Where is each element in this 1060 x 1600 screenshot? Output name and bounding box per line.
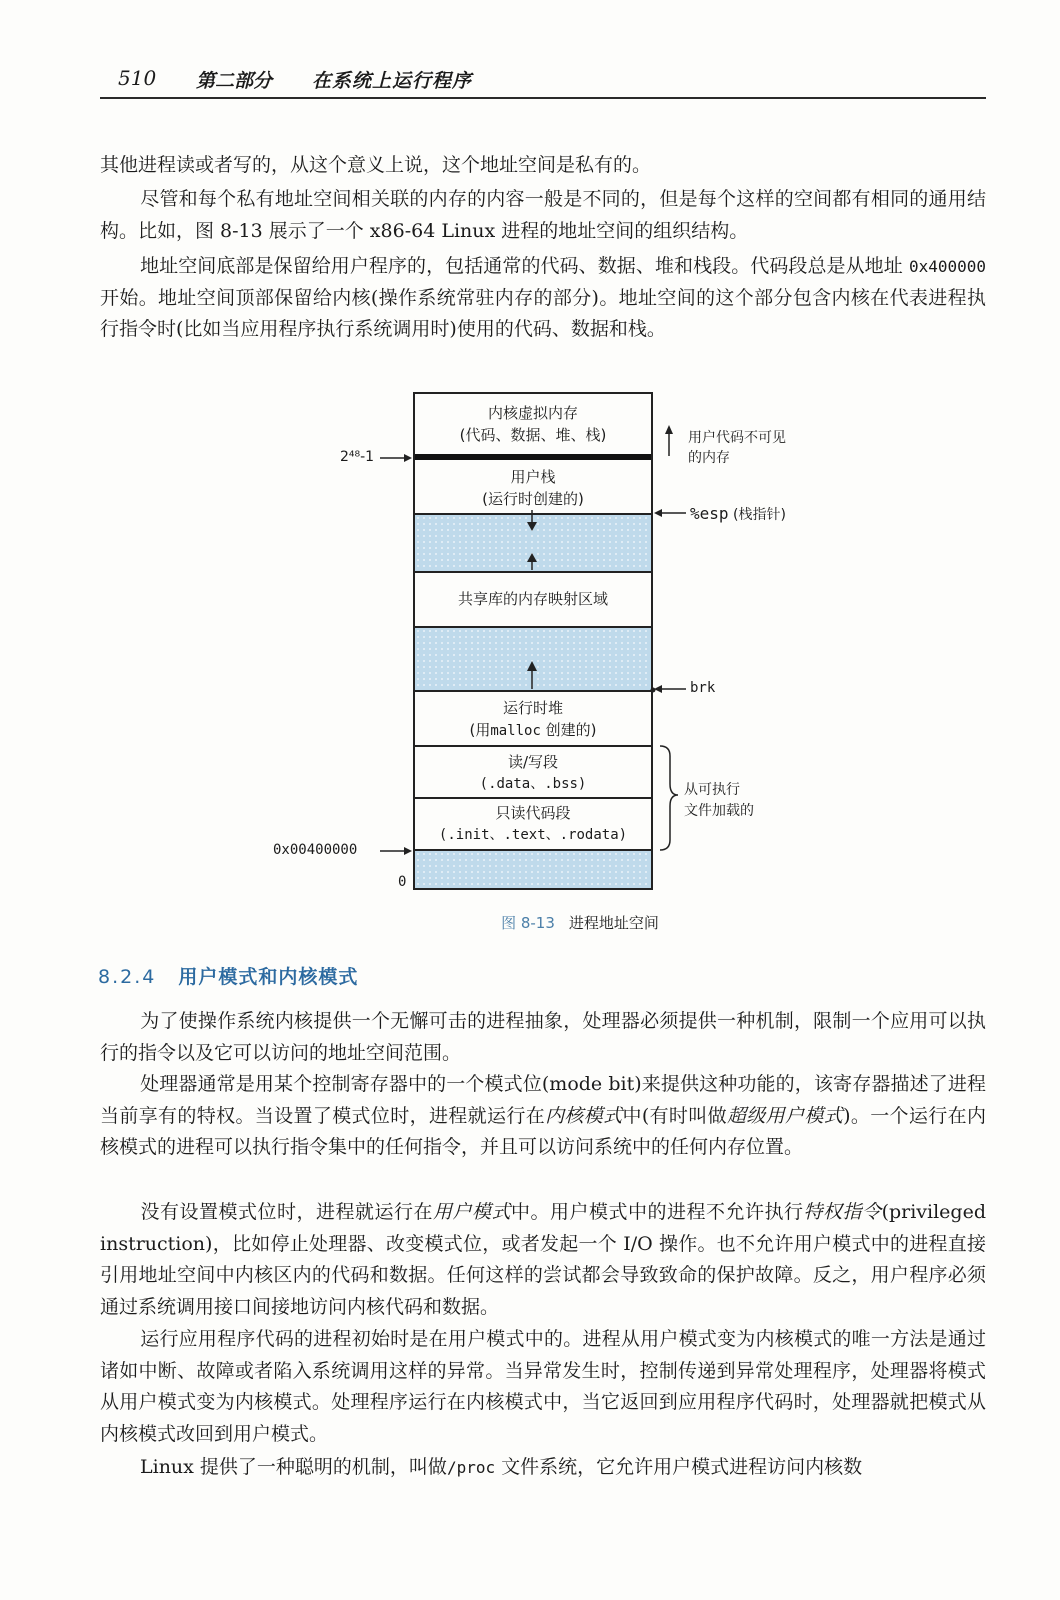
page-number: 510 <box>118 66 157 90</box>
figure-caption <box>260 912 900 933</box>
read-only-code-segment: 只读代码段 (.init、.text、.rodata) <box>415 797 651 849</box>
shared-libraries-region: 共享库的内存映射区域 <box>415 571 651 626</box>
part-label: 第二部分 <box>196 70 273 92</box>
esp-label: %esp (栈指针) <box>690 504 786 523</box>
top-address-label: 2⁴⁸-1 <box>340 449 375 465</box>
running-header <box>100 66 986 96</box>
user-stack: 用户栈 (运行时创建的) <box>482 468 584 508</box>
header-rule <box>100 97 986 99</box>
paragraph-5: 处理器通常是用某个控制寄存器中的一个模式位(mode bit)来提供这种功能的，该寄存器描述了进程当前享有的特权。当设置了模式位时，进程就运行在内核模式中(有时叫做超级用户模式)。一个运行在内核模式的进程可以执行指令集中的任何指令，并且可以访问系统中的任何内存位置。 <box>100 1073 986 1158</box>
paragraph-4: 为了使操作系统内核提供一个无懈可击的进程抽象，处理器必须提供一种机制，限制一个应用可以执行的指令以及它可以访问的地址空间范围。 <box>100 1010 986 1064</box>
caption-number: 图 8-13 <box>501 914 555 932</box>
section-number: 8.2.4 <box>98 966 157 988</box>
paragraph-3: 地址空间底部是保留给用户程序的，包括通常的代码、数据、堆和栈段。代码段总是从地址 0x400000 开始。地址空间顶部保留给内核(操作系统常驻内存的部分)。地址空间的这个部分包含内核在代表进程执行指令时(比如当应用程序执行系统调用时)使用的代码、数据和栈。 <box>100 255 986 340</box>
term-supervisor-mode: 超级用户模式 <box>726 1104 844 1127</box>
paragraph-1: 其他进程读或者写的，从这个意义上说，这个地址空间是私有的。 <box>100 154 652 176</box>
caption-text: 进程地址空间 <box>568 914 659 932</box>
figure-arrows <box>260 392 820 912</box>
loaded-note: 从可执行 文件加载的 <box>684 782 754 819</box>
read-write-segment: 读/写段 (.data、.bss) <box>415 745 651 797</box>
section-heading <box>98 962 358 989</box>
kernel-virtual-memory: 内核虚拟内存 (代码、数据、堆、栈) <box>415 392 651 454</box>
paragraph-2: 尽管和每个私有地址空间相关联的内存的内容一般是不同的，但是每个这样的空间都有相同的通用结构。比如，图 8-13 展示了一个 x86-64 Linux 进程的地址空间的组织结构。 <box>100 188 986 242</box>
runtime-heap: 运行时堆 (用malloc 创建的) <box>415 690 651 745</box>
paragraph-6: 没有设置模式位时，进程就运行在用户模式中。用户模式中的进程不允许执行特权指令(privileged instruction)，比如停止处理器、改变模式位，或者发起一个 I/O 操作。也不允许用户模式中的进程直接引用地址空间中内核区内的代码和数据。任何这样的尝试都会导致致命的保护故障。反之，用户程序必须通过系统调用接口间接地访问内核代码和数据。 <box>100 1201 986 1318</box>
start-address-label: 0x00400000 <box>273 842 358 858</box>
brk-label: brk <box>690 680 716 696</box>
term-privileged-instruction: 特权指令 <box>803 1201 882 1223</box>
figure-8-13 <box>260 392 820 932</box>
term-kernel-mode: 内核模式 <box>545 1104 623 1127</box>
kernel-note: 用户代码不可见 的内存 <box>688 430 786 466</box>
loaded-from-executable-brace <box>660 746 678 850</box>
paragraph-7: 运行应用程序代码的进程初始时是在用户模式中的。进程从用户模式变为内核模式的唯一方法是通过诸如中断、故障或者陷入系统调用这样的异常。当异常发生时，控制传递到异常处理程序，处理器将模式从用户模式变为内核模式。处理程序运行在内核模式中，当它返回到应用程序代码时，处理器就把模式从内核模式改回到用户模式。 <box>100 1328 986 1445</box>
inline-code: 0x400000 <box>908 257 986 276</box>
zero-address-label: 0 <box>398 874 407 890</box>
paragraph-8: Linux 提供了一种聪明的机制，叫做/proc 文件系统，它允许用户模式进程访问内核数 <box>140 1456 863 1478</box>
inline-code-proc: /proc <box>446 1458 496 1477</box>
term-user-mode: 用户模式 <box>433 1201 512 1223</box>
chapter-title: 在系统上运行程序 <box>312 70 473 92</box>
section-title: 用户模式和内核模式 <box>178 966 359 988</box>
